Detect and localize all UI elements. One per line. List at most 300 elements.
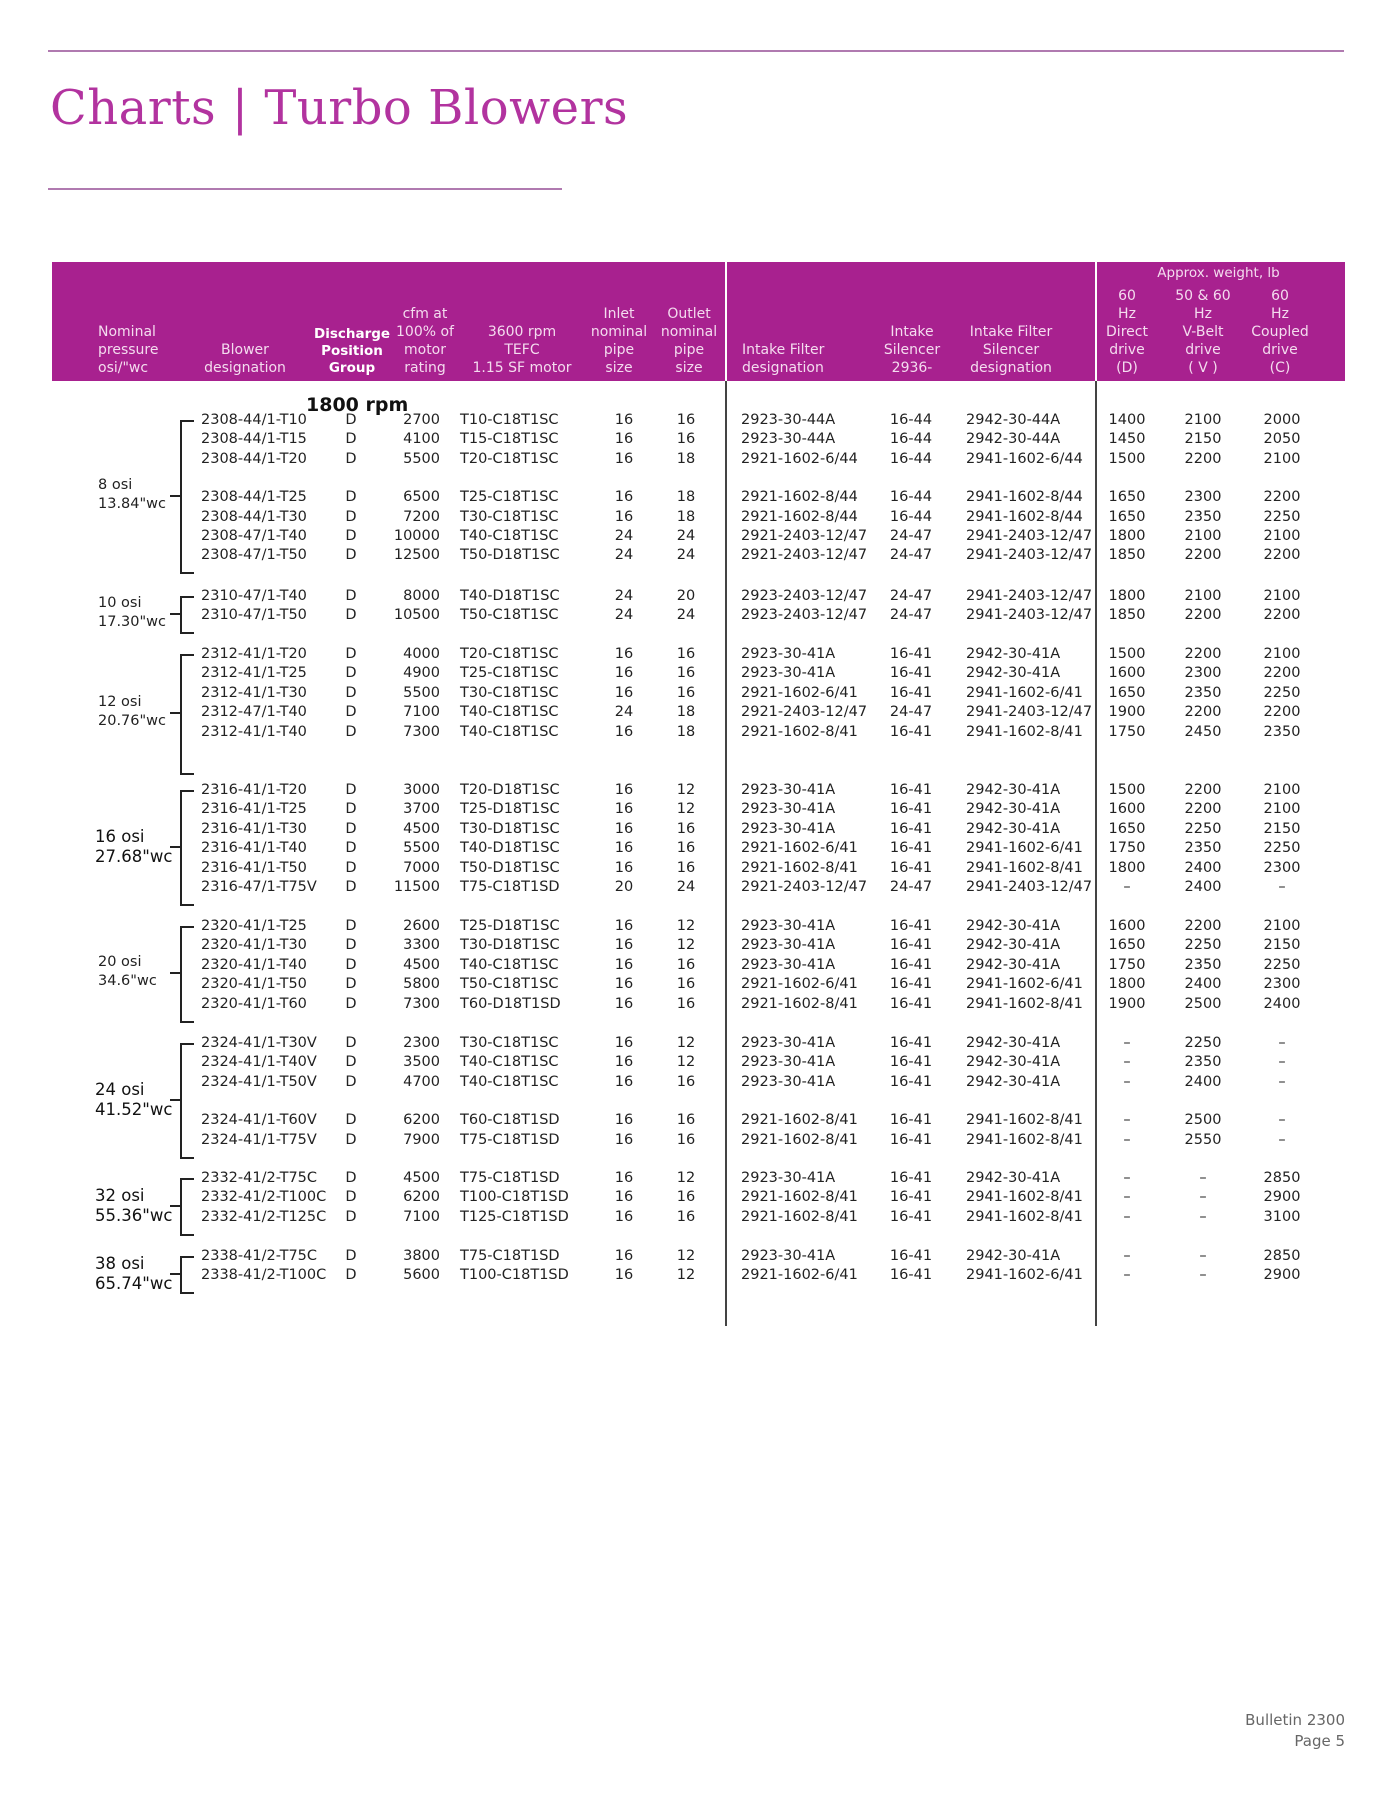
designation-cell: 2308-44/1-T10 <box>201 412 307 428</box>
motor-cell: T100-C18T1SD <box>460 1267 569 1284</box>
footer-bulletin: Bulletin 2300 <box>1245 1711 1345 1729</box>
discharge-group-cell: D <box>345 508 357 525</box>
filter-silencer-cell: 2941-1602-8/44 <box>966 508 1083 525</box>
outlet-size-cell: 16 <box>676 1131 696 1148</box>
intake-silencer-cell: 16-41 <box>889 1208 933 1225</box>
intake-filter-cell: 2921-1602-8/41 <box>741 1189 858 1206</box>
weight-60-coupled-cell: 2150 <box>1263 820 1301 837</box>
motor-cell: T15-C18T1SC <box>460 431 559 448</box>
header-discharge: Discharge Position Group <box>314 326 391 376</box>
weight-60-coupled-cell: 3100 <box>1263 1208 1301 1225</box>
inlet-size-cell: 16 <box>614 1131 634 1148</box>
inlet-size-cell: 16 <box>614 450 634 467</box>
intake-silencer-cell: 24-47 <box>889 588 933 604</box>
designation-cell: 2308-47/1-T50 <box>201 547 307 564</box>
cfm-cell: 4500 <box>403 1170 440 1186</box>
outlet-size-cell: 16 <box>676 684 696 701</box>
designation-cell: 2310-47/1-T40 <box>201 588 307 604</box>
title-rule <box>48 188 562 190</box>
intake-silencer-cell: 16-41 <box>889 1073 933 1090</box>
weight-5060-vbelt-cell: 2200 <box>1184 918 1222 934</box>
inlet-size-cell: 16 <box>614 918 634 934</box>
filter-silencer-cell: 2942-30-41A <box>966 1054 1061 1071</box>
weight-5060-vbelt-cell: 2400 <box>1184 879 1222 895</box>
weight-60-coupled-cell: 2300 <box>1263 859 1301 876</box>
motor-cell: T40-C18T1SC <box>460 956 559 973</box>
outlet-size-cell: 16 <box>676 665 696 682</box>
cfm-cell: 6500 <box>403 489 440 506</box>
motor-cell: T40-C18T1SC <box>460 723 559 740</box>
weight-60-coupled-cell: – <box>1278 1112 1286 1129</box>
weight-60-coupled-cell: 2200 <box>1263 547 1301 564</box>
filter-silencer-cell: 2941-1602-8/41 <box>966 723 1083 740</box>
outlet-size-cell: 18 <box>676 489 696 506</box>
filter-silencer-cell: 2942-30-41A <box>966 956 1061 973</box>
cfm-cell: 3800 <box>403 1248 440 1264</box>
motor-cell: T10-C18T1SC <box>460 412 559 428</box>
group-bracket <box>180 790 194 906</box>
weight-5060-vbelt-cell: 2200 <box>1184 646 1222 662</box>
inlet-size-cell: 16 <box>614 976 634 993</box>
inlet-size-cell: 24 <box>614 588 634 604</box>
inlet-size-cell: 16 <box>614 646 634 662</box>
header-pressure: Nominal pressure osi/"wc <box>98 324 159 376</box>
inlet-size-cell: 24 <box>614 547 634 564</box>
intake-silencer-cell: 24-47 <box>889 879 933 895</box>
motor-cell: T75-C18T1SD <box>460 1131 560 1148</box>
outlet-size-cell: 12 <box>676 1170 696 1186</box>
designation-cell: 2316-41/1-T40 <box>201 840 307 857</box>
cfm-cell: 5500 <box>403 684 440 701</box>
inlet-size-cell: 16 <box>614 956 634 973</box>
weight-60-direct-cell: 1800 <box>1108 976 1146 993</box>
discharge-group-cell: D <box>345 918 357 934</box>
inlet-size-cell: 16 <box>614 1035 634 1051</box>
weight-60-coupled-cell: 2250 <box>1263 684 1301 701</box>
intake-silencer-cell: 16-41 <box>889 1267 933 1284</box>
discharge-group-cell: D <box>345 840 357 857</box>
weight-60-coupled-cell: 2000 <box>1263 412 1301 428</box>
motor-cell: T30-D18T1SC <box>460 820 560 837</box>
discharge-group-cell: D <box>345 937 357 954</box>
cfm-cell: 10500 <box>393 607 440 624</box>
filter-silencer-cell: 2941-1602-6/41 <box>966 840 1083 857</box>
cfm-cell: 7300 <box>403 723 440 740</box>
weight-60-direct-cell: 1800 <box>1108 528 1146 544</box>
intake-filter-cell: 2923-30-41A <box>741 801 836 818</box>
outlet-size-cell: 16 <box>676 646 696 662</box>
inlet-size-cell: 16 <box>614 782 634 798</box>
filter-silencer-cell: 2942-30-41A <box>966 782 1061 798</box>
filter-silencer-cell: 2942-30-41A <box>966 820 1061 837</box>
outlet-size-cell: 12 <box>676 1035 696 1051</box>
weight-60-coupled-cell: 2100 <box>1263 918 1301 934</box>
weight-5060-vbelt-cell: 2200 <box>1184 782 1222 798</box>
intake-silencer-cell: 16-41 <box>889 937 933 954</box>
weight-60-direct-cell: – <box>1123 1035 1131 1051</box>
designation-cell: 2308-44/1-T25 <box>201 489 307 506</box>
designation-cell: 2324-41/1-T50V <box>201 1073 317 1090</box>
weight-5060-vbelt-cell: 2350 <box>1184 956 1222 973</box>
discharge-group-cell: D <box>345 1208 357 1225</box>
designation-cell: 2332-41/2-T125C <box>201 1208 327 1225</box>
weight-60-coupled-cell: 2100 <box>1263 528 1301 544</box>
column-divider-2 <box>1095 381 1097 1326</box>
filter-silencer-cell: 2942-30-41A <box>966 801 1061 818</box>
designation-cell: 2316-41/1-T30 <box>201 820 307 837</box>
discharge-group-cell: D <box>345 431 357 448</box>
designation-cell: 2308-44/1-T30 <box>201 508 307 525</box>
motor-cell: T40-C18T1SC <box>460 1054 559 1071</box>
weight-5060-vbelt-cell: – <box>1199 1248 1207 1264</box>
weight-60-direct-cell: 1900 <box>1108 704 1146 721</box>
designation-cell: 2338-41/2-T100C <box>201 1267 327 1284</box>
designation-cell: 2316-41/1-T25 <box>201 801 307 818</box>
top-rule <box>48 50 1344 52</box>
cfm-cell: 2300 <box>403 1035 440 1051</box>
weight-60-direct-cell: 1750 <box>1108 723 1146 740</box>
outlet-size-cell: 12 <box>676 937 696 954</box>
intake-silencer-cell: 16-41 <box>889 782 933 798</box>
outlet-size-cell: 16 <box>676 859 696 876</box>
designation-cell: 2332-41/2-T100C <box>201 1189 327 1206</box>
cfm-cell: 3500 <box>403 1054 440 1071</box>
motor-cell: T50-D18T1SC <box>460 547 560 564</box>
outlet-size-cell: 16 <box>676 1112 696 1129</box>
filter-silencer-cell: 2942-30-41A <box>966 1073 1061 1090</box>
intake-silencer-cell: 16-41 <box>889 646 933 662</box>
weight-60-direct-cell: 1600 <box>1108 918 1146 934</box>
intake-filter-cell: 2923-30-41A <box>741 820 836 837</box>
header-motor: 3600 rpm TEFC 1.15 SF motor <box>472 324 572 376</box>
filter-silencer-cell: 2941-1602-8/44 <box>966 489 1083 506</box>
designation-cell: 2316-41/1-T50 <box>201 859 307 876</box>
discharge-group-cell: D <box>345 588 357 604</box>
weight-5060-vbelt-cell: 2350 <box>1184 840 1222 857</box>
intake-filter-cell: 2921-1602-8/41 <box>741 723 858 740</box>
outlet-size-cell: 24 <box>676 547 696 564</box>
filter-silencer-cell: 2941-1602-6/41 <box>966 976 1083 993</box>
cfm-cell: 3700 <box>403 801 440 818</box>
outlet-size-cell: 12 <box>676 918 696 934</box>
designation-cell: 2316-41/1-T20 <box>201 782 307 798</box>
weight-60-direct-cell: 1650 <box>1108 684 1146 701</box>
cfm-cell: 2600 <box>403 918 440 934</box>
discharge-group-cell: D <box>345 684 357 701</box>
discharge-group-cell: D <box>345 859 357 876</box>
intake-silencer-cell: 24-47 <box>889 704 933 721</box>
weight-60-direct-cell: – <box>1123 1248 1131 1264</box>
weight-60-coupled-cell: 2050 <box>1263 431 1301 448</box>
discharge-group-cell: D <box>345 665 357 682</box>
weight-5060-vbelt-cell: 2400 <box>1184 1073 1222 1090</box>
outlet-size-cell: 12 <box>676 1267 696 1284</box>
inlet-size-cell: 16 <box>614 1054 634 1071</box>
header-weight-group: Approx. weight, lb <box>1157 265 1280 281</box>
motor-cell: T125-C18T1SD <box>460 1208 569 1225</box>
intake-silencer-cell: 24-47 <box>889 528 933 544</box>
pressure-label: 20 osi 34.6"wc <box>98 954 157 990</box>
weight-60-coupled-cell: 2350 <box>1263 723 1301 740</box>
discharge-group-cell: D <box>345 1170 357 1186</box>
header-weight-coupled: 60 Hz Coupled drive (C) <box>1251 288 1309 376</box>
weight-60-direct-cell: 1650 <box>1108 937 1146 954</box>
designation-cell: 2310-47/1-T50 <box>201 607 307 624</box>
header-silencer: Intake Silencer 2936- <box>883 324 941 376</box>
cfm-cell: 3000 <box>403 782 440 798</box>
intake-filter-cell: 2923-30-41A <box>741 937 836 954</box>
filter-silencer-cell: 2941-1602-6/41 <box>966 684 1083 701</box>
designation-cell: 2320-41/1-T50 <box>201 976 307 993</box>
intake-filter-cell: 2921-2403-12/47 <box>741 547 868 564</box>
designation-cell: 2338-41/2-T75C <box>201 1248 318 1264</box>
cfm-cell: 4100 <box>403 431 440 448</box>
weight-60-coupled-cell: 2250 <box>1263 840 1301 857</box>
weight-5060-vbelt-cell: 2100 <box>1184 412 1222 428</box>
weight-5060-vbelt-cell: 2250 <box>1184 1035 1222 1051</box>
weight-60-coupled-cell: 2250 <box>1263 508 1301 525</box>
intake-filter-cell: 2923-30-44A <box>741 412 836 428</box>
intake-filter-cell: 2921-2403-12/47 <box>741 704 868 721</box>
filter-silencer-cell: 2942-30-41A <box>966 665 1061 682</box>
header-filter: Intake Filter designation <box>742 342 825 376</box>
cfm-cell: 7200 <box>403 508 440 525</box>
intake-filter-cell: 2923-30-41A <box>741 1054 836 1071</box>
weight-5060-vbelt-cell: 2100 <box>1184 588 1222 604</box>
inlet-size-cell: 16 <box>614 840 634 857</box>
designation-cell: 2320-41/1-T30 <box>201 937 307 954</box>
intake-silencer-cell: 16-41 <box>889 995 933 1012</box>
inlet-size-cell: 16 <box>614 723 634 740</box>
designation-cell: 2312-41/1-T30 <box>201 684 307 701</box>
outlet-size-cell: 24 <box>676 607 696 624</box>
filter-silencer-cell: 2941-2403-12/47 <box>966 704 1093 721</box>
outlet-size-cell: 20 <box>676 588 696 604</box>
motor-cell: T75-C18T1SD <box>460 879 560 895</box>
cfm-cell: 5500 <box>403 840 440 857</box>
weight-5060-vbelt-cell: 2500 <box>1184 995 1222 1012</box>
group-bracket <box>180 420 194 574</box>
inlet-size-cell: 16 <box>614 431 634 448</box>
weight-60-coupled-cell: 2200 <box>1263 607 1301 624</box>
intake-silencer-cell: 16-44 <box>889 489 933 506</box>
weight-5060-vbelt-cell: – <box>1199 1170 1207 1186</box>
weight-60-direct-cell: – <box>1123 1189 1131 1206</box>
weight-5060-vbelt-cell: 2500 <box>1184 1112 1222 1129</box>
designation-cell: 2324-41/1-T40V <box>201 1054 317 1071</box>
intake-filter-cell: 2923-30-41A <box>741 782 836 798</box>
intake-silencer-cell: 16-44 <box>889 450 933 467</box>
discharge-group-cell: D <box>345 1189 357 1206</box>
pressure-label: 38 osi 65.74"wc <box>95 1254 173 1294</box>
weight-5060-vbelt-cell: 2200 <box>1184 450 1222 467</box>
intake-silencer-cell: 24-47 <box>889 547 933 564</box>
outlet-size-cell: 16 <box>676 840 696 857</box>
header-weight-5060: 50 & 60 Hz V-Belt drive ( V ) <box>1175 288 1231 376</box>
intake-filter-cell: 2923-30-41A <box>741 918 836 934</box>
weight-60-coupled-cell: – <box>1278 1131 1286 1148</box>
inlet-size-cell: 16 <box>614 1170 634 1186</box>
designation-cell: 2312-41/1-T40 <box>201 723 307 740</box>
weight-60-coupled-cell: – <box>1278 1054 1286 1071</box>
intake-silencer-cell: 16-41 <box>889 1189 933 1206</box>
intake-silencer-cell: 16-41 <box>889 665 933 682</box>
discharge-group-cell: D <box>345 528 357 544</box>
intake-filter-cell: 2921-1602-6/41 <box>741 840 858 857</box>
intake-filter-cell: 2923-2403-12/47 <box>741 588 868 604</box>
weight-60-direct-cell: 1650 <box>1108 508 1146 525</box>
discharge-group-cell: D <box>345 723 357 740</box>
designation-cell: 2308-47/1-T40 <box>201 528 307 544</box>
outlet-size-cell: 16 <box>676 1208 696 1225</box>
weight-5060-vbelt-cell: 2250 <box>1184 820 1222 837</box>
group-bracket <box>180 1256 194 1294</box>
cfm-cell: 6200 <box>403 1112 440 1129</box>
weight-60-coupled-cell: 2150 <box>1263 937 1301 954</box>
intake-filter-cell: 2923-30-41A <box>741 1035 836 1051</box>
cfm-cell: 8000 <box>403 588 440 604</box>
discharge-group-cell: D <box>345 1073 357 1090</box>
cfm-cell: 7100 <box>403 704 440 721</box>
group-bracket-tick <box>170 972 180 974</box>
weight-60-direct-cell: – <box>1123 879 1131 895</box>
weight-60-coupled-cell: – <box>1278 1073 1286 1090</box>
outlet-size-cell: 18 <box>676 723 696 740</box>
inlet-size-cell: 16 <box>614 1112 634 1129</box>
cfm-cell: 4500 <box>403 820 440 837</box>
discharge-group-cell: D <box>345 976 357 993</box>
motor-cell: T50-C18T1SC <box>460 607 559 624</box>
designation-cell: 2324-41/1-T75V <box>201 1131 317 1148</box>
intake-silencer-cell: 16-41 <box>889 859 933 876</box>
weight-5060-vbelt-cell: 2200 <box>1184 704 1222 721</box>
outlet-size-cell: 12 <box>676 1248 696 1264</box>
inlet-size-cell: 16 <box>614 1248 634 1264</box>
designation-cell: 2308-44/1-T20 <box>201 450 307 467</box>
discharge-group-cell: D <box>345 995 357 1012</box>
inlet-size-cell: 20 <box>614 879 634 895</box>
motor-cell: T30-C18T1SC <box>460 1035 559 1051</box>
outlet-size-cell: 16 <box>676 412 696 428</box>
weight-60-direct-cell: 1850 <box>1108 607 1146 624</box>
weight-60-coupled-cell: 2300 <box>1263 976 1301 993</box>
intake-filter-cell: 2923-30-41A <box>741 1170 836 1186</box>
filter-silencer-cell: 2942-30-41A <box>966 937 1061 954</box>
cfm-cell: 3300 <box>403 937 440 954</box>
weight-5060-vbelt-cell: 2350 <box>1184 1054 1222 1071</box>
intake-filter-cell: 2921-1602-8/41 <box>741 1208 858 1225</box>
intake-filter-cell: 2921-1602-8/41 <box>741 1112 858 1129</box>
motor-cell: T40-D18T1SC <box>460 588 560 604</box>
intake-filter-cell: 2923-30-41A <box>741 646 836 662</box>
filter-silencer-cell: 2941-2403-12/47 <box>966 879 1093 895</box>
weight-60-direct-cell: – <box>1123 1131 1131 1148</box>
inlet-size-cell: 16 <box>614 820 634 837</box>
weight-60-coupled-cell: 2100 <box>1263 646 1301 662</box>
weight-60-direct-cell: 1500 <box>1108 450 1146 467</box>
designation-cell: 2312-41/1-T25 <box>201 665 307 682</box>
cfm-cell: 4000 <box>403 646 440 662</box>
motor-cell: T30-C18T1SC <box>460 508 559 525</box>
intake-silencer-cell: 16-41 <box>889 1170 933 1186</box>
weight-5060-vbelt-cell: – <box>1199 1208 1207 1225</box>
pressure-label: 16 osi 27.68"wc <box>95 827 173 866</box>
designation-cell: 2332-41/2-T75C <box>201 1170 318 1186</box>
cfm-cell: 5500 <box>403 450 440 467</box>
pressure-label: 10 osi 17.30"wc <box>98 595 167 631</box>
designation-cell: 2320-41/1-T25 <box>201 918 307 934</box>
cfm-cell: 7300 <box>403 995 440 1012</box>
motor-cell: T20-C18T1SC <box>460 450 559 467</box>
cfm-cell: 12500 <box>393 547 440 564</box>
intake-silencer-cell: 16-44 <box>889 508 933 525</box>
intake-silencer-cell: 16-41 <box>889 723 933 740</box>
discharge-group-cell: D <box>345 879 357 895</box>
intake-silencer-cell: 16-41 <box>889 801 933 818</box>
intake-filter-cell: 2921-1602-6/41 <box>741 1267 858 1284</box>
filter-silencer-cell: 2942-30-41A <box>966 1170 1061 1186</box>
weight-5060-vbelt-cell: 2450 <box>1184 723 1222 740</box>
pressure-label: 12 osi 20.76"wc <box>98 694 167 730</box>
intake-filter-cell: 2921-1602-8/41 <box>741 995 858 1012</box>
inlet-size-cell: 16 <box>614 1073 634 1090</box>
rpm-heading: 1800 rpm <box>306 394 409 416</box>
discharge-group-cell: D <box>345 820 357 837</box>
group-bracket <box>180 1043 194 1159</box>
filter-silencer-cell: 2941-2403-12/47 <box>966 607 1093 624</box>
intake-filter-cell: 2923-2403-12/47 <box>741 607 868 624</box>
footer <box>1245 1710 1345 1752</box>
cfm-cell: 10000 <box>393 528 440 544</box>
discharge-group-cell: D <box>345 1248 357 1264</box>
designation-cell: 2320-41/1-T40 <box>201 956 307 973</box>
weight-5060-vbelt-cell: 2200 <box>1184 801 1222 818</box>
discharge-group-cell: D <box>345 1131 357 1148</box>
cfm-cell: 7900 <box>403 1131 440 1148</box>
intake-silencer-cell: 16-44 <box>889 412 933 428</box>
weight-5060-vbelt-cell: 2200 <box>1184 607 1222 624</box>
filter-silencer-cell: 2941-1602-8/41 <box>966 1208 1083 1225</box>
pressure-label: 24 osi 41.52"wc <box>95 1079 173 1119</box>
table-header <box>52 262 1345 381</box>
weight-60-coupled-cell: 2900 <box>1263 1189 1301 1206</box>
inlet-size-cell: 16 <box>614 508 634 525</box>
inlet-size-cell: 16 <box>614 1267 634 1284</box>
designation-cell: 2312-41/1-T20 <box>201 646 307 662</box>
filter-silencer-cell: 2942-30-41A <box>966 1035 1061 1051</box>
weight-60-direct-cell: 1900 <box>1108 995 1146 1012</box>
designation-cell: 2316-47/1-T75V <box>201 879 317 895</box>
weight-60-direct-cell: 1400 <box>1108 412 1146 428</box>
motor-cell: T30-C18T1SC <box>460 684 559 701</box>
filter-silencer-cell: 2941-1602-8/41 <box>966 995 1083 1012</box>
outlet-size-cell: 24 <box>676 879 696 895</box>
group-bracket <box>180 926 194 1023</box>
weight-60-coupled-cell: 2200 <box>1263 704 1301 721</box>
header-weight-60: 60 Hz Direct drive (D) <box>1106 288 1148 376</box>
intake-silencer-cell: 16-41 <box>889 1248 933 1264</box>
weight-60-direct-cell: – <box>1123 1073 1131 1090</box>
discharge-group-cell: D <box>345 956 357 973</box>
cfm-cell: 4700 <box>403 1073 440 1090</box>
weight-5060-vbelt-cell: – <box>1199 1267 1207 1284</box>
weight-60-coupled-cell: 2200 <box>1263 489 1301 506</box>
intake-filter-cell: 2921-1602-6/41 <box>741 976 858 993</box>
motor-cell: T100-C18T1SD <box>460 1189 569 1206</box>
cfm-cell: 4900 <box>403 665 440 682</box>
motor-cell: T50-D18T1SC <box>460 859 560 876</box>
column-divider-1 <box>725 381 727 1326</box>
